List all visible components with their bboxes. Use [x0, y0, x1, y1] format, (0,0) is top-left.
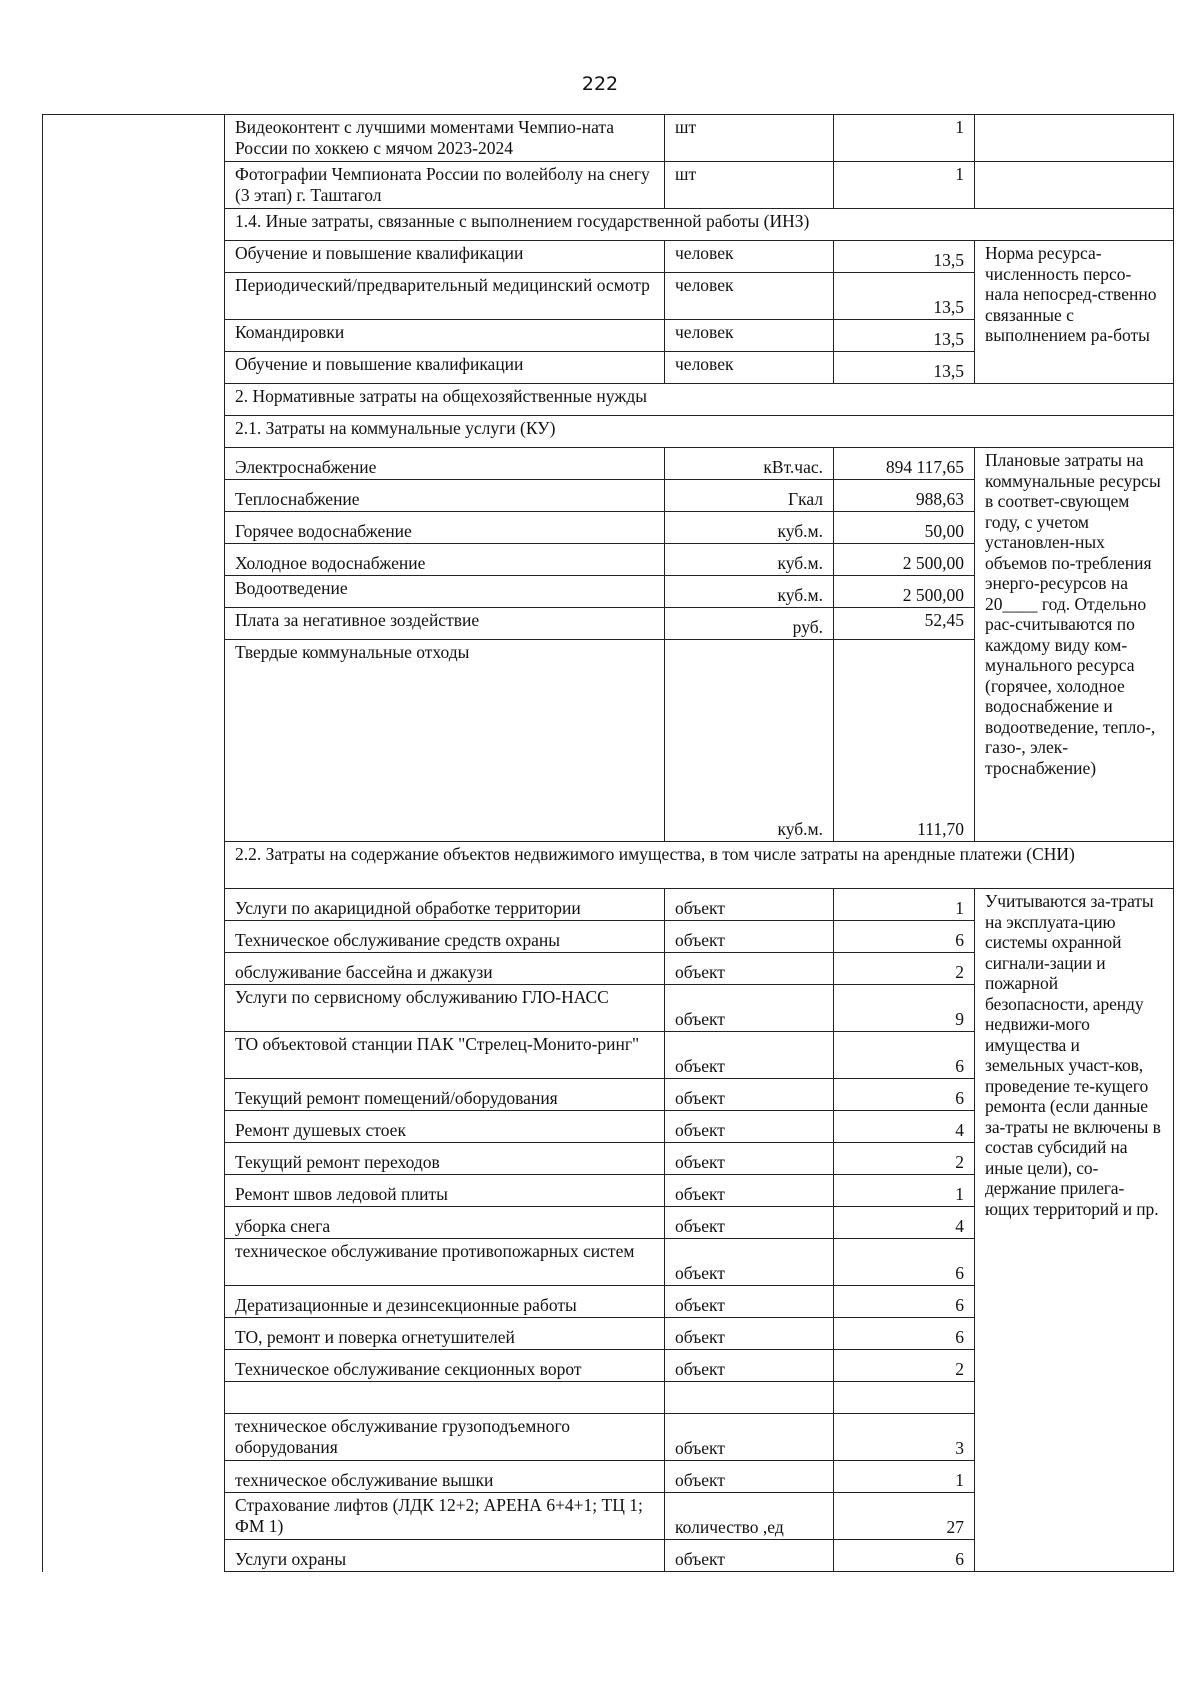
- item-name: Страхование лифтов (ЛДК 12+2; АРЕНА 6+4+1; ТЦ 1; ФМ 1): [225, 1493, 665, 1540]
- section-title: 2. Нормативные затраты на общехозяйственные нужды: [225, 384, 1174, 416]
- item-value: 6: [834, 1032, 975, 1079]
- item-value: 2: [834, 1143, 975, 1175]
- item-unit: объект: [665, 1079, 834, 1111]
- item-name: обслуживание бассейна и джакузи: [225, 953, 665, 985]
- item-name: Твердые коммунальные отходы: [225, 640, 665, 842]
- item-unit: объект: [665, 921, 834, 953]
- note-empty: [975, 115, 1174, 162]
- note-empty: [975, 162, 1174, 209]
- item-name: Плата за негативное зоздействие: [225, 608, 665, 640]
- item-unit: объект: [665, 953, 834, 985]
- item-name: Текущий ремонт помещений/оборудования: [225, 1079, 665, 1111]
- item-unit: объект: [665, 1286, 834, 1318]
- item-name: Обучение и повышение квалификации: [225, 352, 665, 384]
- item-name: Электроснабжение: [225, 448, 665, 480]
- item-value: 13,5: [834, 241, 975, 273]
- item-name: Дератизационные и дезинсекционные работы: [225, 1286, 665, 1318]
- item-unit: объект: [665, 1239, 834, 1286]
- item-name: Услуги по сервисному обслуживанию ГЛО-НАСС: [225, 985, 665, 1032]
- item-unit: объект: [665, 985, 834, 1032]
- item-value: 2 500,00: [834, 544, 975, 576]
- item-name: Обучение и повышение квалификации: [225, 241, 665, 273]
- item-name: [225, 1382, 665, 1414]
- item-name: Услуги охраны: [225, 1540, 665, 1572]
- item-unit: руб.: [665, 608, 834, 640]
- item-unit: объект: [665, 1540, 834, 1572]
- item-value: 1: [834, 1461, 975, 1493]
- item-unit: человек: [665, 320, 834, 352]
- item-value: 6: [834, 1239, 975, 1286]
- item-name: Командировки: [225, 320, 665, 352]
- item-name: Периодический/предварительный медицинский осмотр: [225, 273, 665, 320]
- item-value: 6: [834, 921, 975, 953]
- item-name: Ремонт швов ледовой плиты: [225, 1175, 665, 1207]
- item-value: 1: [834, 889, 975, 921]
- item-name: Техническое обслуживание секционных ворот: [225, 1350, 665, 1382]
- item-name: Техническое обслуживание средств охраны: [225, 921, 665, 953]
- item-value: 4: [834, 1207, 975, 1239]
- cost-norms-table: [42, 114, 1174, 1572]
- section-note: Плановые затраты на коммунальные ресурсы в соответ-свующем году, с учетом установлен-ных объемов по-требления энерго-ресурсов на 20____ год. Отдельно рас-считываются по каждому виду ком-мунального ресурса (горячее, холодное водоснабжение и водоотведение, тепло-, газо-, элек-троснабжение): [975, 448, 1174, 842]
- item-name: Видеоконтент с лучшими моментами Чемпио-ната России по хоккею с мячом 2023-2024: [225, 115, 665, 162]
- item-value: 2 500,00: [834, 576, 975, 608]
- item-unit: человек: [665, 352, 834, 384]
- item-value: 6: [834, 1079, 975, 1111]
- item-value: 13,5: [834, 320, 975, 352]
- section-title: 2.2. Затраты на содержание объектов недвижимого имущества, в том числе затраты на арендные платежи (СНИ): [225, 842, 1174, 889]
- item-unit: Гкал: [665, 480, 834, 512]
- item-value: 52,45: [834, 608, 975, 640]
- item-unit: объект: [665, 1175, 834, 1207]
- section-note: Учитываются за-траты на эксплуата-цию системы охранной сигнали-зации и пожарной безопасности, аренду недвижи-мого имущества и земельных участ-ков, проведение те-кущего ремонта (если данные за-траты не включены в состав субсидий на иные цели), со-держание прилега-ющих территорий и пр.: [975, 889, 1174, 1572]
- section-title: 2.1. Затраты на коммунальные услуги (КУ): [225, 416, 1174, 448]
- left-blank-column: [43, 115, 225, 1572]
- item-name: Теплоснабжение: [225, 480, 665, 512]
- item-name: техническое обслуживание противопожарных систем: [225, 1239, 665, 1286]
- item-name: Холодное водоснабжение: [225, 544, 665, 576]
- item-unit: количество ,ед: [665, 1493, 834, 1540]
- item-unit: объект: [665, 1032, 834, 1079]
- section-title: 1.4. Иные затраты, связанные с выполнением государственной работы (ИНЗ): [225, 209, 1174, 241]
- item-unit: объект: [665, 1207, 834, 1239]
- page-number: 222: [581, 73, 619, 95]
- item-value: 1: [834, 115, 975, 162]
- item-value: 894 117,65: [834, 448, 975, 480]
- item-value: 2: [834, 1350, 975, 1382]
- item-name: техническое обслуживание вышки: [225, 1461, 665, 1493]
- table-row: [43, 115, 1174, 162]
- item-name: Фотографии Чемпионата России по волейболу на снегу (3 этап) г. Таштагол: [225, 162, 665, 209]
- item-value: 6: [834, 1318, 975, 1350]
- item-value: 111,70: [834, 640, 975, 842]
- item-unit: куб.м.: [665, 512, 834, 544]
- item-value: 2: [834, 953, 975, 985]
- item-value: 13,5: [834, 273, 975, 320]
- item-name: ТО объектовой станции ПАК "Стрелец-Монито-ринг": [225, 1032, 665, 1079]
- item-name: Горячее водоснабжение: [225, 512, 665, 544]
- item-value: 9: [834, 985, 975, 1032]
- item-name: Услуги по акарицидной обработке территории: [225, 889, 665, 921]
- item-name: Ремонт душевых стоек: [225, 1111, 665, 1143]
- item-unit: человек: [665, 273, 834, 320]
- section-note: Норма ресурса-численность персо-нала непосред-ственно связанные с выполнением ра-боты: [975, 241, 1174, 384]
- item-value: 3: [834, 1414, 975, 1461]
- item-value: 50,00: [834, 512, 975, 544]
- item-unit: объект: [665, 1111, 834, 1143]
- item-value: 1: [834, 1175, 975, 1207]
- item-value: 1: [834, 162, 975, 209]
- item-unit: кВт.час.: [665, 448, 834, 480]
- item-name: Текущий ремонт переходов: [225, 1143, 665, 1175]
- item-unit: куб.м.: [665, 640, 834, 842]
- item-name: уборка снега: [225, 1207, 665, 1239]
- item-unit: объект: [665, 1143, 834, 1175]
- item-name: Водоотведение: [225, 576, 665, 608]
- item-value: 4: [834, 1111, 975, 1143]
- item-unit: объект: [665, 1414, 834, 1461]
- item-unit: человек: [665, 241, 834, 273]
- item-unit: объект: [665, 1350, 834, 1382]
- item-value: 27: [834, 1493, 975, 1540]
- item-value: 13,5: [834, 352, 975, 384]
- item-unit: куб.м.: [665, 544, 834, 576]
- item-unit: шт: [665, 115, 834, 162]
- item-unit: куб.м.: [665, 576, 834, 608]
- item-unit: объект: [665, 1318, 834, 1350]
- item-unit: [665, 1382, 834, 1414]
- item-unit: шт: [665, 162, 834, 209]
- item-name: техническое обслуживание грузоподъемного оборудования: [225, 1414, 665, 1461]
- item-value: 988,63: [834, 480, 975, 512]
- item-unit: объект: [665, 1461, 834, 1493]
- item-value: 6: [834, 1540, 975, 1572]
- item-value: [834, 1382, 975, 1414]
- item-value: 6: [834, 1286, 975, 1318]
- item-unit: объект: [665, 889, 834, 921]
- item-name: ТО, ремонт и поверка огнетушителей: [225, 1318, 665, 1350]
